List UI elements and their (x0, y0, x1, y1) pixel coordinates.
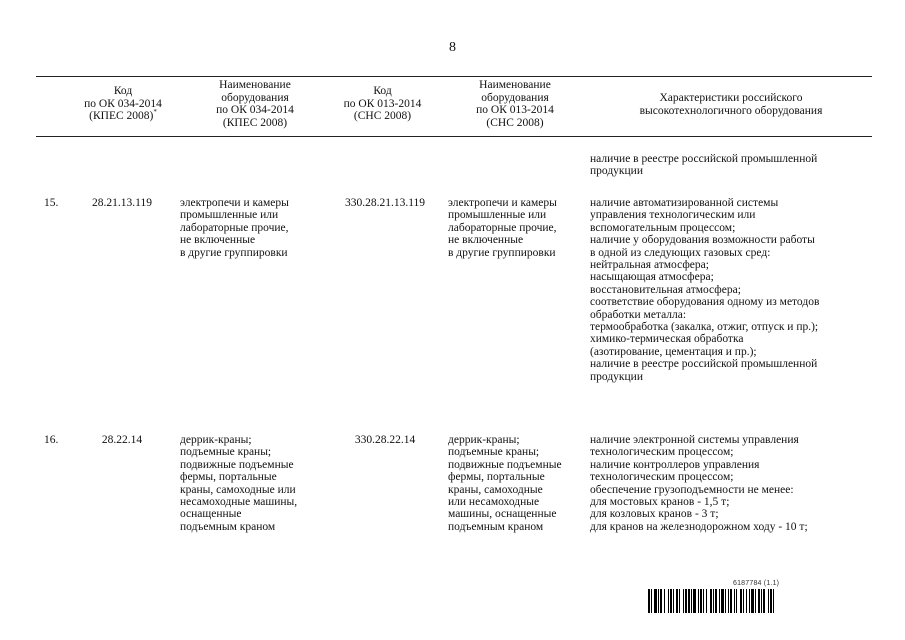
code-kpes: 28.22.14 (101, 434, 143, 446)
characteristics: наличие автоматизированной системы управления технологическим или вспомогательным процессом; наличие у оборудования возможности работы в одной из следующих газовых сред: нейтральная атмосфера; насыщающая атмосфера; восстановительная атмосфера; соответствие оборудования одному из методов обработки металла: термообработка (закалка, отжиг, отпуск и пр.); химико-термическая обработка (азотирование, цементация и пр.); наличие в реестре российской промышленной продукции (590, 197, 820, 383)
code-snc: 330.28.21.13.119 (344, 197, 426, 209)
code-kpes: 28.21.13.119 (92, 197, 152, 209)
name-snc: электропечи и камеры промышленные или лабораторные прочие, не включенные в другие группировки (448, 197, 557, 259)
barcode-image (648, 589, 872, 613)
characteristics: наличие электронной системы управления технологическим процессом; наличие контроллеров управления технологическим процессом; обеспечение грузоподъемности не менее: для мостовых кранов - 1,5 т; для козловых кранов - 3 т; для кранов на железнодорожном ходу - 10 т; (590, 434, 808, 533)
row-number: 16. (44, 434, 59, 446)
header-characteristics: Характеристики российского высокотехнологичного оборудования (639, 92, 823, 117)
name-snc: деррик-краны; подъемные краны; подвижные подъемные фермы, портальные краны, самоходные или несамоходные машины, оснащенные подъемным краном (448, 434, 562, 533)
header-name-snc: Наименование оборудования по ОК 013-2014 (СНС 2008) (476, 79, 554, 129)
header-code-snc: Код по ОК 013-2014 (СНС 2008) (343, 85, 422, 122)
row-number: 15. (44, 197, 59, 209)
name-kpes: электропечи и камеры промышленные или лабораторные прочие, не включенные в другие группировки (180, 197, 289, 259)
code-snc: 330.28.22.14 (354, 434, 416, 446)
page-number: 8 (449, 40, 456, 55)
continued-characteristics: наличие в реестре российской промышленной продукции (590, 153, 818, 178)
name-kpes: деррик-краны; подъемные краны; подвижные подъемные фермы, портальные краны, самоходные или несамоходные машины, оснащенные подъемным краном (180, 434, 298, 533)
barcode-caption: 6187784 (1.1) (733, 580, 780, 587)
table-header-bottom-rule (36, 136, 872, 137)
header-code-kpes: Код по ОК 034-2014 (КПЕС 2008)* (84, 85, 162, 122)
header-name-kpes: Наименование оборудования по ОК 034-2014 (КПЕС 2008) (216, 79, 294, 129)
table-header-top-rule (36, 76, 872, 77)
